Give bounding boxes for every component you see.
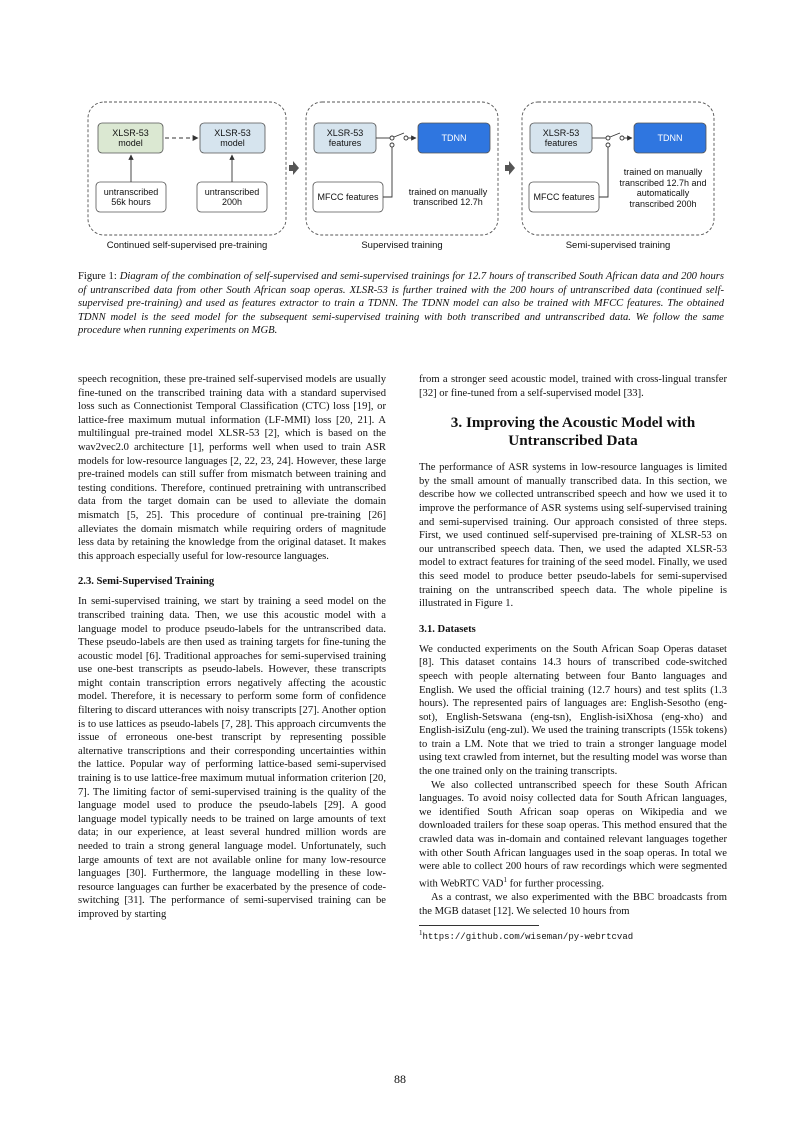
figure-caption <box>78 270 724 338</box>
panel-3-switch-blade <box>610 133 620 137</box>
panel-2-switch-node-c <box>390 143 394 147</box>
panel-1-xlsr-left-label: XLSR-53 model <box>112 127 149 148</box>
right-column <box>419 373 727 942</box>
right-paragraph-1: from a stronger seed acoustic model, trained with cross-lingual transfer [32] or fine-tuned from a self-supervised model [33]. <box>419 374 727 399</box>
section-3-1-heading: 3.1. Datasets <box>419 623 476 635</box>
left-paragraph-1: speech recognition, these pre-trained self-supervised models are usually fine-tuned on the transcribed training data with a standard supervised loss such as Connectionist Temporal Classification (CTC) loss [19], or lattice-free maximum mutual information (LF-MMI) loss [20, 21]. A multilingual pre-trained model XLSR-53 [2], which is based on the wav2vec2.0 architecture [1], performs well when used to train ASR models for low-resource languages [2, 22, 23, 24]. However, these large pre-trained models can still suffer from mismatch between training and testing conditions. Therefore, continued pretraining with untranscribed data from the target domain can be used to alleviate the domain mismatch [5, 25]. This procedure of continual pre-training [26] alleviates the domain mismatch while requiring orders of magnitude less data by retaining the knowledge from the original dataset. It makes this approach especially useful for low-resource languages. <box>78 374 386 562</box>
panel-2-tdnn-label: TDNN <box>441 132 467 143</box>
big-arrow-1 <box>289 161 299 175</box>
panel-3-tdnn-label: TDNN <box>657 132 683 143</box>
panel-2-xlsr-features-label: XLSR-53 features <box>326 127 364 148</box>
right-paragraph-3: We conducted experiments on the South African Soap Operas dataset [8]. This dataset contains 14.3 hours of transcribed code-switched speech with people alternating between four Banto languages and English. We used the official training (12.7 hours) and test splits (1.3 hours). The represented pairs of languages are: English-Sesotho (eng-sot), English-Setswana (eng-tsn), English-isiXhosa (eng-xho) and English-isiZulu (eng-zul). We used the training transcripts (155k tokens) to train a LM. Note that we tried to train a stronger language model using text crawled from internet, but the resulting model was worse than the one trained only on the training transcripts. <box>419 643 727 778</box>
right-paragraph-4 <box>419 779 727 891</box>
big-arrow-2 <box>505 161 515 175</box>
page-number: 88 <box>394 1072 406 1086</box>
panel-2-outline <box>306 102 498 235</box>
panel-1-xlsr-right-label: XLSR-53 model <box>214 127 251 148</box>
panel-3-mfcc-line <box>599 147 608 197</box>
panel-2-switch-blade <box>394 133 404 137</box>
panel-3-note: trained on manually transcribed 12.7h and automatically transcribed 200h <box>619 167 707 209</box>
panel-2-switch-node-b <box>404 136 408 140</box>
panel-1-untranscribed-left-label: untranscribed 56k hours <box>103 186 159 207</box>
figure-caption-label: Figure 1: <box>78 271 117 282</box>
panel-2-label: Supervised training <box>361 240 443 251</box>
panel-2-switch-node-a <box>390 136 394 140</box>
footnote-url[interactable]: https://github.com/wiseman/py-webrtcvad <box>422 932 634 943</box>
panel-1-outline <box>88 102 286 235</box>
panel-3-label: Semi-supervised training <box>565 240 671 251</box>
section-2-3-heading: 2.3. Semi-Supervised Training <box>78 576 215 588</box>
panel-3-mfcc-label: MFCC features <box>533 191 595 202</box>
right-paragraph-4-text: We also collected untranscribed speech for these South African languages. To avoid noisy collected data for South African languages, we identified South African soap operas on Wikipedia and we downloaded trailers for these soap operas. This method ensured that the crawled data was in-domain and contained relevant languages together with other South African languages used in the soap operas. In total we were able to collect 200 hours of raw recordings which were segmented with WebRTC VAD <box>419 779 727 890</box>
footnote-marker: 1 <box>503 875 507 884</box>
right-paragraph-4-tail: for further processing. <box>506 878 605 890</box>
left-paragraph-2: In semi-supervised training, we start by training a seed model on the transcribed training data. Then, we use this acoustic model with a language model to produce pseudo-labels for the untranscribed data. These pseudo-labels are then used as training targets for fine-tuning the acoustic model [6]. Traditional approaches for semi-supervised training use one-best transcripts as pseudo-labels. However, these transcripts might contain transcription errors negatively affecting the acoustic model. Therefore, it is necessary to perform some form of confidence filtering to discard utterances with noisy transcripts [27]. Another option is to use lattices as pseudo-labels [7, 28]. This approach circumvents the issue of erroneous one-best transcript by representing possible alternative transcriptions and their corresponding uncertainties within the lattice. Popular way of performing lattice-based semi-supervised training is to use lattice-free maximum mutual information criterion [20, 7]. The limiting factor of semi-supervised training is the quality of the language model used to produce the pseudo-labels [29]. A good language model typically needs to be trained on large amounts of text data; in our experience, at least several hundred million words are needed to train a strong general language model. Unfortunately, such large amounts of text are not available online for many low-resource languages [30]. Furthermore, the language modelling in these low-resource languages can further be exacerbated by the presence of code-switching [31]. The performance of semi-supervised training can be improved by starting <box>78 596 386 920</box>
footnote-number: 1 <box>419 929 423 938</box>
footnote-rule <box>419 925 539 926</box>
figure-caption-text: Diagram of the combination of self-supervised and semi-supervised trainings for 12.7 hours of transcribed South African data and 200 hours of untranscribed data from other South African soap operas. XLSR-53 is further trained with the 200 hours of untranscribed data (continued self-supervised pre-training) and used as features extractor to train a TDNN. The TDNN model can also be trained with MFCC features. The obtained TDNN model is the seed model for the subsequent semi-supervised training with both transcribed and untranscribed data. We follow the same procedure when running experiments on MGB. <box>78 271 724 337</box>
panel-1-untranscribed-right-label: untranscribed 200h <box>204 186 260 207</box>
panel-2-mfcc-line <box>383 147 392 197</box>
right-paragraph-5: As a contrast, we also experimented with the BBC broadcasts from the MGB dataset [12]. We selected 10 hours from <box>419 891 727 917</box>
right-paragraph-2: The performance of ASR systems in low-resource languages is limited by the small amount of manually transcribed data. In this section, we describe how we collected untranscribed speech and how we used it to improve the performance of ASR systems using self-supervised training and semi-supervised training. Our approach consisted of three steps. First, we used continued self-supervised pre-training of XLSR-53 on our untranscribed speech data. Then, we used the adapted XLSR-53 model to extract features for training of the seed model. Finally, we used this seed model to produce better pseudo-labels for semi-supervised training on the untranscribed speech data. The whole pipeline is illustrated in Figure 1. <box>419 462 727 610</box>
panel-3-switch-node-b <box>620 136 624 140</box>
panel-1-label: Continued self-supervised pre-training <box>106 240 268 251</box>
panel-3-switch-node-c <box>606 143 610 147</box>
figure-1-diagram <box>86 100 716 260</box>
left-column <box>78 373 386 922</box>
section-3-heading: 3. Improving the Acoustic Model with Untranscribed Data <box>450 414 696 450</box>
panel-3-switch-node-a <box>606 136 610 140</box>
panel-2-mfcc-label: MFCC features <box>317 191 379 202</box>
footnote <box>419 929 727 942</box>
panel-2-note: trained on manually transcribed 12.7h <box>408 186 488 207</box>
panel-3-xlsr-features-label: XLSR-53 features <box>542 127 580 148</box>
